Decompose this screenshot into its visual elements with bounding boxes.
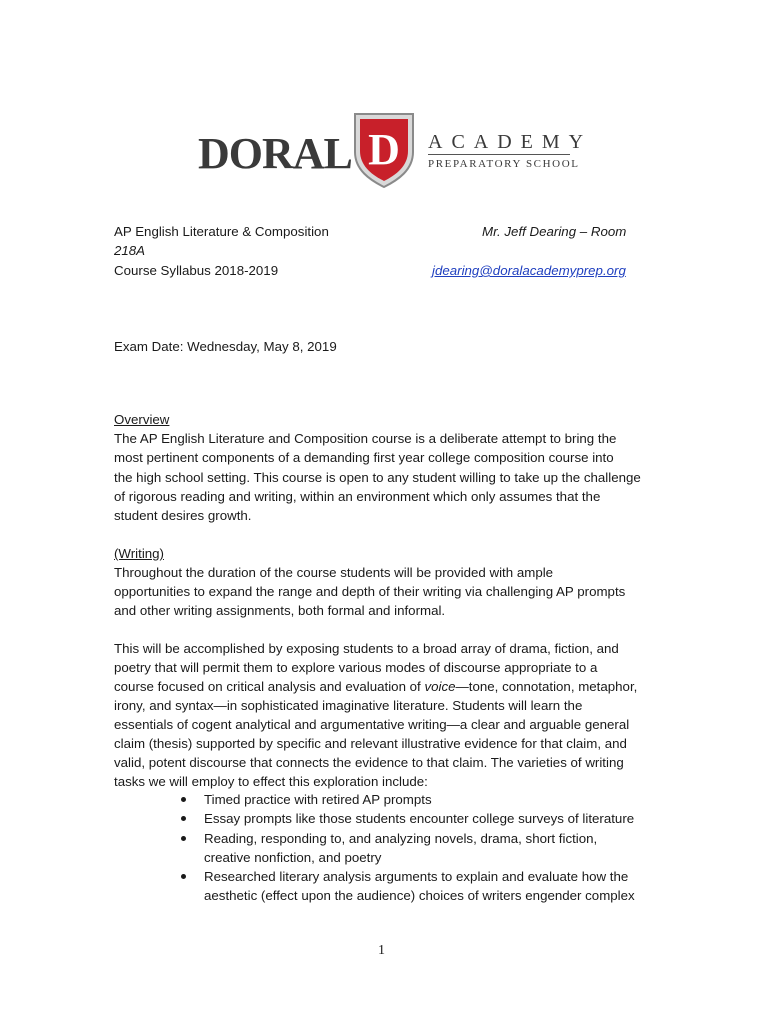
list-item-text: Timed practice with retired AP prompts	[204, 792, 432, 807]
list-item-text: Essay prompts like those students encounter college surveys of literature	[204, 811, 635, 827]
body-text: course focused on critical analysis and evaluation of	[114, 679, 425, 694]
list-item	[178, 829, 635, 868]
list-item	[178, 809, 635, 828]
body-line: irony, and syntax—in sophisticated imaginative literature. Students will learn the	[114, 698, 583, 713]
list-item-text: creative nonfiction, and poetry	[204, 849, 382, 865]
page-number: 1	[378, 943, 385, 958]
body-line: This will be accomplished by exposing students to a broad array of drama, fiction, and	[114, 641, 619, 656]
logo-wordmark: DORAL	[198, 129, 352, 178]
school-logo	[196, 112, 593, 192]
list-item-text: Reading, responding to, and analyzing novels, drama, short fiction,	[204, 830, 598, 846]
list-item-text: aesthetic (effect upon the audience) choices of writers engender complex	[204, 888, 635, 904]
writing-heading: (Writing)	[114, 546, 164, 561]
body-line: tasks we will employ to effect this exploration include:	[114, 774, 428, 789]
writing-tasks-list	[178, 790, 635, 906]
shield-icon	[353, 112, 415, 188]
overview-line: the high school setting. This course is open to any student willing to take up the challenge	[114, 470, 641, 485]
writing-line: and other writing assignments, both formal and informal.	[114, 603, 446, 618]
logo-divider	[428, 154, 570, 155]
writing-line: Throughout the duration of the course students will be provided with ample	[114, 565, 554, 580]
voice-emphasis: voice	[424, 679, 456, 694]
body-line: valid, potent discourse that connects the evidence to that claim. The varieties of writing	[114, 755, 624, 770]
room-number: 218A	[114, 243, 146, 258]
logo-subtitle: PREPARATORY SCHOOL	[428, 158, 580, 170]
svg-text:D: D	[368, 125, 400, 174]
list-item-text: Researched literary analysis arguments to explain and evaluate how the	[204, 869, 629, 885]
body-line: essentials of cogent analytical and argumentative writing—a clear and arguable general	[114, 717, 630, 732]
body-line	[114, 677, 637, 696]
body-line: claim (thesis) supported by specific and relevant illustrative evidence for that claim, and	[114, 736, 627, 751]
body-line: poetry that will permit them to explore various modes of discourse appropriate to a	[114, 660, 598, 675]
overview-line: The AP English Literature and Composition course is a deliberate attempt to bring the	[114, 431, 617, 446]
writing-line: opportunities to expand the range and depth of their writing via challenging AP prompts	[114, 584, 626, 599]
list-item	[178, 867, 635, 906]
course-syllabus-year: Course Syllabus 2018-2019	[114, 263, 279, 278]
body-text: —tone, connotation, metaphor,	[455, 679, 638, 694]
course-title: AP English Literature & Composition	[114, 224, 329, 239]
exam-date: Exam Date: Wednesday, May 8, 2019	[114, 339, 337, 354]
logo-academy: ACADEMY	[428, 131, 593, 153]
overview-line: of rigorous reading and writing, within an environment which only assumes that the	[114, 489, 601, 504]
overview-line: student desires growth.	[114, 508, 252, 523]
list-item	[178, 790, 635, 809]
overview-heading: Overview	[114, 412, 170, 427]
teacher-email-link[interactable]: jdearing@doralacademyprep.org	[432, 263, 626, 278]
overview-line: most pertinent components of a demanding first year college composition course into	[114, 450, 614, 465]
teacher-name: Mr. Jeff Dearing – Room	[482, 224, 627, 239]
